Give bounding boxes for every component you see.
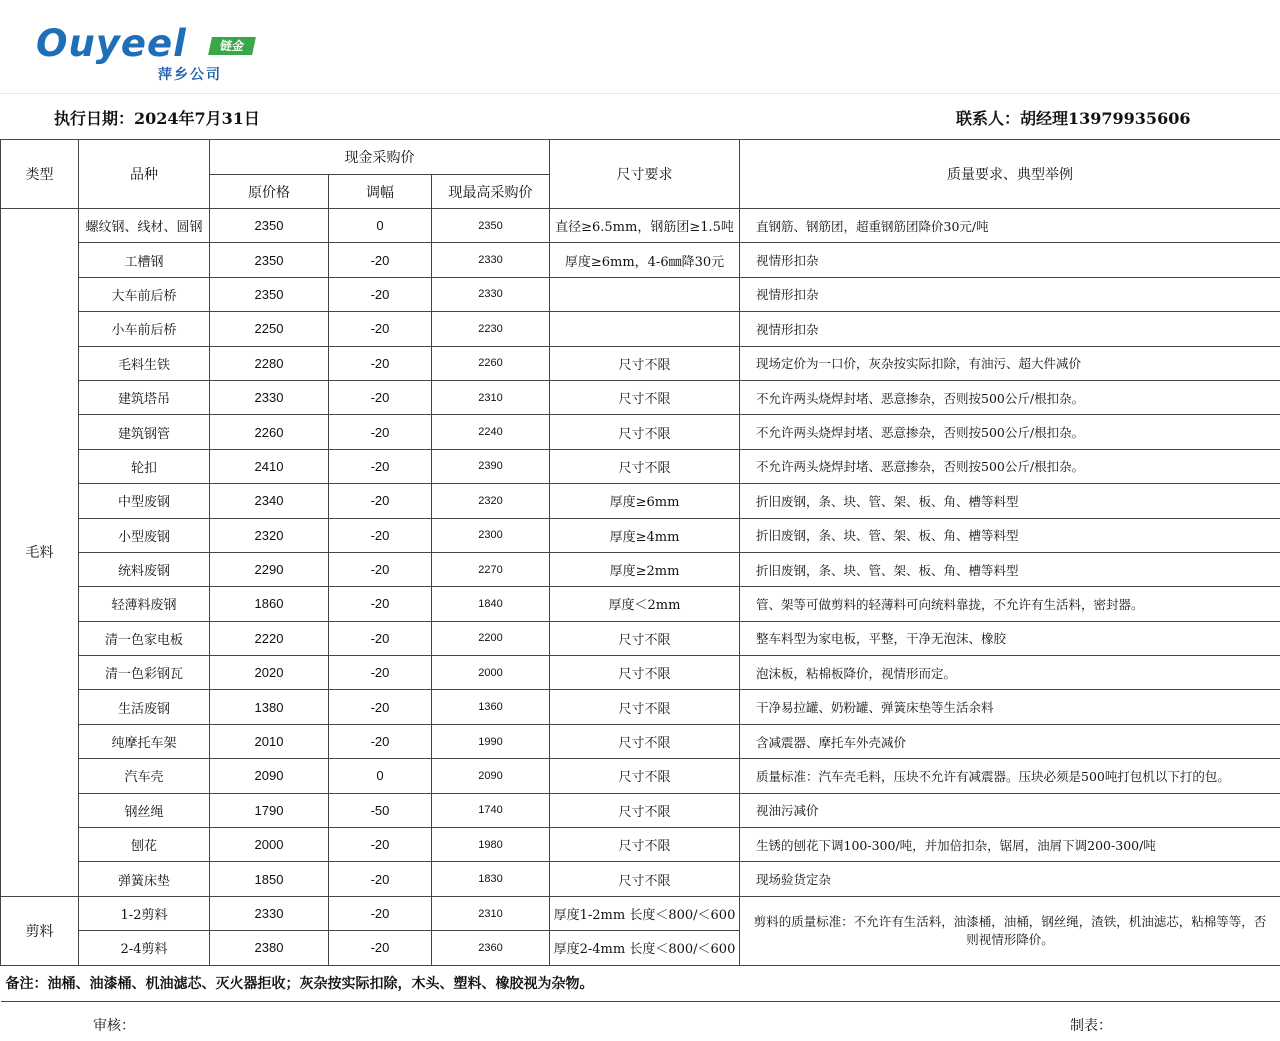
quality-cell: 含减震器、摩托车外壳减价: [740, 724, 1280, 758]
max-price-cell: 1990: [432, 724, 550, 758]
variety-cell: 清一色彩钢瓦: [79, 656, 210, 690]
variety-cell: 统料废钢: [79, 552, 210, 586]
orig-price-cell: 1850: [210, 862, 329, 896]
change-cell: -20: [329, 312, 432, 346]
table-row: [1, 828, 1280, 862]
change-cell: -20: [329, 449, 432, 483]
orig-price-cell: 2380: [210, 931, 329, 965]
size-req-cell: 尺寸不限: [550, 346, 740, 380]
orig-price-cell: 2280: [210, 346, 329, 380]
quality-cell: 折旧废钢，条、块、管、架、板、角、槽等料型: [740, 484, 1280, 518]
table-row: [1, 346, 1280, 380]
variety-cell: 轮扣: [79, 449, 210, 483]
orig-price-cell: 2350: [210, 209, 329, 243]
max-price-cell: 2000: [432, 656, 550, 690]
quality-cell: 泡沫板，粘棉板降价，视情形而定。: [740, 656, 1280, 690]
price-table: [0, 139, 1280, 1002]
variety-cell: 弹簧床垫: [79, 862, 210, 896]
max-price-cell: 1980: [432, 828, 550, 862]
change-cell: -20: [329, 552, 432, 586]
header-change: 调幅: [329, 175, 432, 209]
max-price-cell: 2200: [432, 621, 550, 655]
quality-cell: 生锈的刨花下调100-300/吨，并加倍扣杂，锯屑，油屑下调200-300/吨: [740, 828, 1280, 862]
quality-cell: 不允许两头烧焊封堵、恶意掺杂，否则按500公斤/根扣杂。: [740, 449, 1280, 483]
quality-cell: 质量标准：汽车壳毛料，压块不允许有减震器。压块必须是500吨打包机以下打的包。: [740, 759, 1280, 793]
table-row: [1, 449, 1280, 483]
header-size-req: 尺寸要求: [550, 140, 740, 209]
table-row: [1, 896, 1280, 930]
max-price-cell: 1360: [432, 690, 550, 724]
maker-label: 制表：: [1070, 1018, 1112, 1034]
size-req-cell: 尺寸不限: [550, 380, 740, 414]
variety-cell: 建筑塔吊: [79, 380, 210, 414]
footer: [0, 1005, 1280, 1041]
table-row: [1, 862, 1280, 896]
variety-cell: 轻薄料废钢: [79, 587, 210, 621]
variety-cell: 小型废钢: [79, 518, 210, 552]
max-price-cell: 2230: [432, 312, 550, 346]
size-req-cell: 厚度≥6mm，4-6㎜降30元: [550, 243, 740, 277]
table-row: [1, 724, 1280, 758]
quality-cell: 视油污减价: [740, 793, 1280, 827]
change-cell: -20: [329, 931, 432, 965]
table-row: [1, 518, 1280, 552]
orig-price-cell: 2340: [210, 484, 329, 518]
orig-price-cell: 2320: [210, 518, 329, 552]
logo-area: [0, 0, 1280, 94]
size-req-cell: 直径≥6.5mm，钢筋团≥1.5吨: [550, 209, 740, 243]
variety-cell: 毛料生铁: [79, 346, 210, 380]
quality-cell: 折旧废钢，条、块、管、架、板、角、槽等料型: [740, 518, 1280, 552]
size-req-cell: 尺寸不限: [550, 415, 740, 449]
variety-cell: 小车前后桥: [79, 312, 210, 346]
variety-cell: 建筑钢管: [79, 415, 210, 449]
exec-date: 执行日期：2024年7月31日: [54, 109, 260, 128]
orig-price-cell: 2330: [210, 896, 329, 930]
orig-price-cell: 2220: [210, 621, 329, 655]
quality-cell: 视情形扣杂: [740, 277, 1280, 311]
header-cash-group: 现金采购价: [210, 140, 550, 175]
orig-price-cell: 1380: [210, 690, 329, 724]
max-price-cell: 2360: [432, 931, 550, 965]
max-price-cell: 2320: [432, 484, 550, 518]
change-cell: -20: [329, 346, 432, 380]
orig-price-cell: 2290: [210, 552, 329, 586]
quality-cell: 折旧废钢，条、块、管、架、板、角、槽等料型: [740, 552, 1280, 586]
max-price-cell: 2090: [432, 759, 550, 793]
quality-cell: 干净易拉罐、奶粉罐、弹簧床垫等生活余料: [740, 690, 1280, 724]
variety-cell: 中型废钢: [79, 484, 210, 518]
header-variety: 品种: [79, 140, 210, 209]
quality-cell: 剪料的质量标准：不允许有生活料，油漆桶，油桶，钢丝绳，渣铁，机油滤芯，粘棉等等，否则视情形降价。: [740, 896, 1280, 965]
max-price-cell: 2260: [432, 346, 550, 380]
orig-price-cell: 2330: [210, 380, 329, 414]
brand-logo: Ouyeel: [36, 22, 187, 65]
change-cell: -20: [329, 621, 432, 655]
change-cell: 0: [329, 209, 432, 243]
max-price-cell: 2390: [432, 449, 550, 483]
size-req-cell: 厚度≥4mm: [550, 518, 740, 552]
change-cell: -20: [329, 828, 432, 862]
quality-cell: 直钢筋、钢筋团，超重钢筋团降价30元/吨: [740, 209, 1280, 243]
orig-price-cell: 2350: [210, 277, 329, 311]
variety-cell: 清一色家电板: [79, 621, 210, 655]
size-req-cell: 厚度≥6mm: [550, 484, 740, 518]
max-price-cell: 1740: [432, 793, 550, 827]
change-cell: -20: [329, 518, 432, 552]
variety-cell: 纯摩托车架: [79, 724, 210, 758]
quality-cell: 管、架等可做剪料的轻薄料可向统料靠拢，不允许有生活料，密封器。: [740, 587, 1280, 621]
orig-price-cell: 2250: [210, 312, 329, 346]
header-type: 类型: [1, 140, 79, 209]
orig-price-cell: 2000: [210, 828, 329, 862]
table-row: [1, 621, 1280, 655]
table-row: [1, 312, 1280, 346]
variety-cell: 汽车壳: [79, 759, 210, 793]
variety-cell: 2-4剪料: [79, 931, 210, 965]
size-req-cell: 尺寸不限: [550, 656, 740, 690]
orig-price-cell: 1860: [210, 587, 329, 621]
change-cell: -20: [329, 380, 432, 414]
category-cell: 剪料: [1, 896, 79, 965]
company-subtitle: 萍乡公司: [158, 67, 222, 83]
table-row: [1, 209, 1280, 243]
orig-price-cell: 2020: [210, 656, 329, 690]
change-cell: -20: [329, 415, 432, 449]
quality-cell: 视情形扣杂: [740, 312, 1280, 346]
quality-cell: 不允许两头烧焊封堵、恶意掺杂，否则按500公斤/根扣杂。: [740, 380, 1280, 414]
size-req-cell: 尺寸不限: [550, 724, 740, 758]
variety-cell: 1-2剪料: [79, 896, 210, 930]
change-cell: 0: [329, 759, 432, 793]
change-cell: -20: [329, 243, 432, 277]
max-price-cell: 2310: [432, 896, 550, 930]
orig-price-cell: 2010: [210, 724, 329, 758]
variety-cell: 钢丝绳: [79, 793, 210, 827]
change-cell: -20: [329, 656, 432, 690]
variety-cell: 工槽钢: [79, 243, 210, 277]
size-req-cell: 尺寸不限: [550, 759, 740, 793]
change-cell: -20: [329, 724, 432, 758]
size-req-cell: 尺寸不限: [550, 793, 740, 827]
change-cell: -20: [329, 896, 432, 930]
header-quality: 质量要求、典型举例: [740, 140, 1280, 209]
variety-cell: 刨花: [79, 828, 210, 862]
max-price-cell: 2240: [432, 415, 550, 449]
size-req-cell: 厚度2-4mm 长度＜800/＜600: [550, 931, 740, 965]
header-orig-price: 原价格: [210, 175, 329, 209]
max-price-cell: 2300: [432, 518, 550, 552]
table-row: [1, 587, 1280, 621]
size-req-cell: 尺寸不限: [550, 449, 740, 483]
table-row: [1, 484, 1280, 518]
quality-cell: 现场验货定杂: [740, 862, 1280, 896]
size-req-cell: 尺寸不限: [550, 621, 740, 655]
table-row: [1, 656, 1280, 690]
size-req-cell: 厚度＜2mm: [550, 587, 740, 621]
table-row: [1, 690, 1280, 724]
change-cell: -20: [329, 862, 432, 896]
orig-price-cell: 1790: [210, 793, 329, 827]
table-row: [1, 415, 1280, 449]
max-price-cell: 2350: [432, 209, 550, 243]
quality-cell: 现场定价为一口价，灰杂按实际扣除，有油污、超大件减价: [740, 346, 1280, 380]
table-row: [1, 552, 1280, 586]
max-price-cell: 2330: [432, 243, 550, 277]
size-req-cell: 厚度1-2mm 长度＜800/＜600: [550, 896, 740, 930]
change-cell: -20: [329, 587, 432, 621]
variety-cell: 螺纹钢、线材、圆钢: [79, 209, 210, 243]
contact-info: 联系人：胡经理13979935606: [956, 109, 1191, 128]
orig-price-cell: 2410: [210, 449, 329, 483]
max-price-cell: 1830: [432, 862, 550, 896]
remark-text: 备注：油桶、油漆桶、机油滤芯、灭火器拒收；灰杂按实际扣除，木头、塑料、橡胶视为杂物。: [1, 965, 1280, 1001]
orig-price-cell: 2090: [210, 759, 329, 793]
table-row: [1, 759, 1280, 793]
orig-price-cell: 2350: [210, 243, 329, 277]
change-cell: -20: [329, 690, 432, 724]
max-price-cell: 2310: [432, 380, 550, 414]
table-row: [1, 277, 1280, 311]
category-cell: 毛料: [1, 209, 79, 897]
orig-price-cell: 2260: [210, 415, 329, 449]
quality-cell: 视情形扣杂: [740, 243, 1280, 277]
size-req-cell: [550, 312, 740, 346]
header-max-price: 现最高采购价: [432, 175, 550, 209]
max-price-cell: 2330: [432, 277, 550, 311]
change-cell: -20: [329, 277, 432, 311]
table-row: [1, 793, 1280, 827]
max-price-cell: 2270: [432, 552, 550, 586]
brand-badge: 链金: [208, 37, 256, 55]
size-req-cell: 尺寸不限: [550, 828, 740, 862]
change-cell: -50: [329, 793, 432, 827]
size-req-cell: 尺寸不限: [550, 862, 740, 896]
size-req-cell: 厚度≥2mm: [550, 552, 740, 586]
max-price-cell: 1840: [432, 587, 550, 621]
size-req-cell: [550, 277, 740, 311]
variety-cell: 大车前后桥: [79, 277, 210, 311]
change-cell: -20: [329, 484, 432, 518]
table-row: [1, 380, 1280, 414]
table-body: [1, 209, 1280, 966]
header-row: [0, 94, 1280, 139]
variety-cell: 生活废钢: [79, 690, 210, 724]
size-req-cell: 尺寸不限: [550, 690, 740, 724]
table-row: [1, 243, 1280, 277]
audit-label: 审核：: [93, 1018, 135, 1034]
quality-cell: 整车料型为家电板，平整，干净无泡沫、橡胶: [740, 621, 1280, 655]
quality-cell: 不允许两头烧焊封堵、恶意掺杂，否则按500公斤/根扣杂。: [740, 415, 1280, 449]
